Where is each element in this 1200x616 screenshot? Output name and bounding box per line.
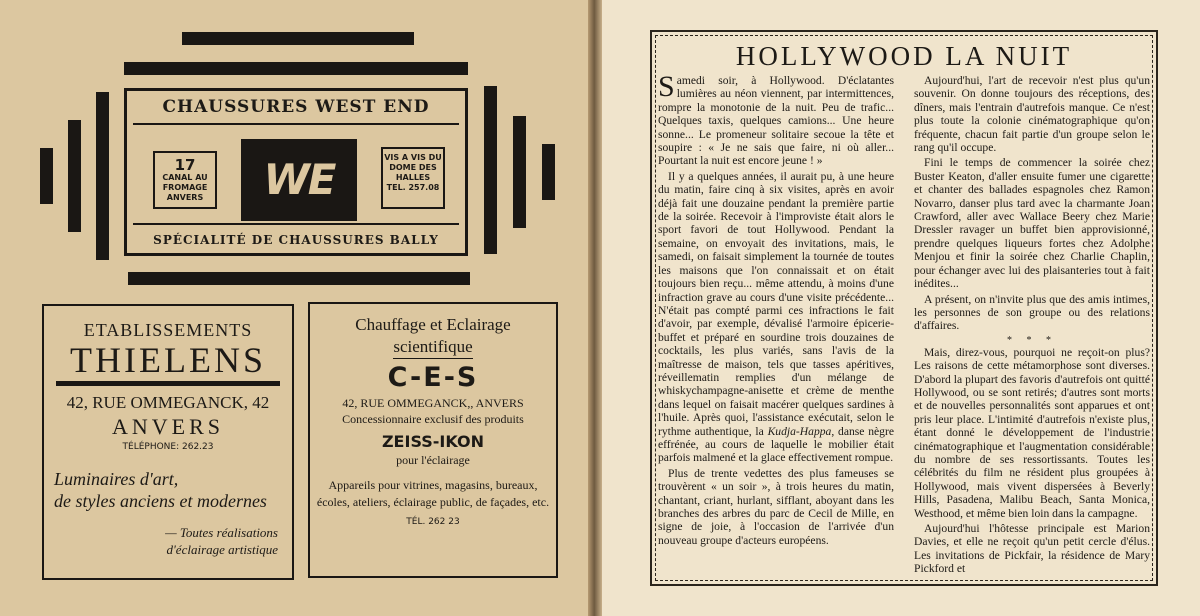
west-end-specialty: SPÉCIALITÉ DE CHAUSSURES BALLY [153, 233, 439, 247]
west-end-address: CANAL AU FROMAGE ANVERS [162, 173, 208, 202]
paragraph: A présent, on n'invite plus que des amis intimes, les personnes de son groupe ou des relations d'affaires. [914, 292, 1150, 333]
dance-name: Kudja-Happa [767, 424, 832, 438]
paragraph: Plus de trente vedettes des plus fameuses se trouvèrent « un soir », à trois heures du matin, chantant, criant, hurlant, sifflant, aboyant dans les branches des arbres du parc de Cecil de Mille, en signe de joie, à l'occasion de l'arrivée d'un nouveau groupe d'acteurs européens. [658, 466, 894, 547]
ces-ad [308, 302, 558, 578]
decor-bar [68, 120, 81, 232]
west-end-logo: WE [241, 139, 357, 221]
west-end-location: VIS A VIS DU DOME DES HALLES [384, 153, 442, 182]
ces-brand: ZEISS-IKON [381, 432, 485, 451]
west-end-title: CHAUSSURES WEST END [162, 97, 430, 117]
ces-brand-sub: pour l'éclairage [396, 453, 470, 467]
ces-line1: Chauffage et Eclairage [355, 315, 511, 334]
decor-bar [128, 272, 470, 285]
paragraph: Aujourd'hui l'hôtesse principale est Marion Davies, et elle ne reçoit qu'un petit cercle d'élus. Les invitations de Pickfair, la résidence de Mary Pickford et [914, 522, 1150, 576]
page-gutter [588, 0, 602, 616]
thielens-line1: ETABLISSEMENTS [83, 320, 253, 340]
thielens-name: THIELENS [70, 340, 266, 380]
thielens-slogan2: de styles anciens et modernes [54, 491, 267, 511]
article-title: HOLLYWOOD LA NUIT [735, 41, 1073, 71]
ces-appareils: Appareils pour vitrines, magasins, bureaux, écoles, ateliers, éclairage public, de façades, etc. [316, 478, 550, 509]
decor-bar [182, 32, 414, 45]
article-column-2 [914, 74, 1150, 582]
west-end-address-box [153, 151, 217, 209]
paragraph: Aujourd'hui, l'art de recevoir n'est plus qu'un souvenir. On donne toujours des réceptions, des dîners, mais l'entrain d'autrefois manque. Ce n'est plus toute la colonie cinématographique qu'on fréquente, chacun fait partie d'un groupe selon le rang qu'il occupe. [914, 74, 1150, 155]
ces-line2: scientifique [393, 336, 472, 359]
paragraph: Samedi soir, à Hollywood. D'éclatantes lumières au néon viennent, par intermittences, rompre la monotonie de la nuit. Peu de trafic... Quelques taxis, quelques camions... Une heure sonne... Le promeneur solitaire secoue la tête et soupire : « Je ne sais que faire, ni où aller... Pourtant la nuit est encore jeune ! » [658, 74, 894, 168]
divider [56, 381, 280, 386]
drop-cap: S [658, 74, 675, 103]
decor-bar [124, 62, 468, 75]
west-end-tel: TEL. 257.08 [386, 183, 440, 192]
ces-tel: TÉL. 262 23 [406, 517, 460, 527]
thielens-tel: TÉLÉPHONE: 262.23 [122, 442, 214, 452]
paragraph: Il y a quelques années, il aurait pu, à une heure du matin, faire cinq à six visites, après en avoir déjà fait une douzaine pendant la première partie de la soirée. Recevoir à l'improviste était alors le sport favori de tout Hollywood. Pendant la semaine, on envoyait des invitations, mais, le samedi, on faisait simplement la tournée de toutes les maisons que l'on connaissait et on était toujours bien reçu... même attendu, à moins d'une infraction grave au cours d'une visite précédente... N'était pas compté parmi ces infractions le fait d'avoir, par exemple, dévalisé l'armoire épicerie-buffet et préparé en sourdine trois douzaines de cocktails, les plus variés, sans l'avis de la maîtresse de maison, tels que tasses apéritives, réveillematin remplies d'un mélange de whiskychampagne-anisette et crème de menthe dans lequel on faisait macérer quelques sardines à l'huile. Après quoi, l'assistance exécutait, selon le rythme authentique, la Kudja-Happa, danse nègre effrénée, au cours de laquelle le mobilier était parfois malmené et la glace effectivement rompue. [658, 169, 894, 465]
decor-bar [96, 92, 109, 260]
decor-bar [40, 148, 53, 204]
thielens-ad [42, 304, 294, 580]
ces-name: C-E-S [387, 362, 479, 393]
ces-concessionnaire: Concessionnaire exclusif des produits [342, 412, 524, 426]
divider [133, 123, 459, 125]
section-separator: * * * [1007, 334, 1057, 346]
thielens-note1: — Toutes réalisations [165, 525, 278, 540]
article-column-1 [658, 74, 894, 582]
west-end-location-box [381, 147, 445, 209]
west-end-number: 17 [174, 156, 196, 174]
thielens-city: ANVERS [111, 414, 224, 439]
thielens-address: 42, RUE OMMEGANCK, 42 [66, 393, 270, 412]
decor-bar [513, 116, 526, 228]
paragraph: Mais, direz-vous, pourquoi ne reçoit-on plus? Les raisons de cette métamorphose sont diverses. D'abord la plupart des favoris d'autrefois ont quitté Hollywood, ou se sont retirés; d'autres sont morts et de nouvelles personnalités sont apparues et ont pris leur place. L'intimité d'autrefois n'existe plus, étant donné le développement de l'industrie cinématographique et l'augmentation considérable du nombre de ses ressortissants. Toutes les célébrités du film ne résident plus groupées à Hollywood, mais vivent dispersées à Beverly Hills, Pasadena, Malibu Beach, Santa Monica, Westhood, et même bien loin dans la campagne. [914, 345, 1150, 520]
ces-address: 42, RUE OMMEGANCK,, ANVERS [342, 396, 524, 410]
divider [133, 223, 459, 225]
decor-bar [484, 86, 497, 254]
thielens-slogan1: Luminaires d'art, [54, 469, 179, 489]
west-end-ad [124, 88, 468, 256]
decor-bar [542, 144, 555, 200]
paragraph: Fini le temps de commencer la soirée chez Buster Keaton, d'aller ensuite fumer une cigarette et chanter des ballades espagnoles chez Ramon Novarro, danser plus tard avec la charmante Joan Crawford, aller avec Wallace Beery chez Marie Dressler ravager un buffet bien approvisionné, prendre quelques liqueurs fortes chez Adolphe Menjou et finir la soirée chez Charlie Chaplin, pour échanger avec lui des plaisanteries tout à fait inédites... [914, 156, 1150, 291]
thielens-note2: d'éclairage artistique [166, 542, 278, 557]
